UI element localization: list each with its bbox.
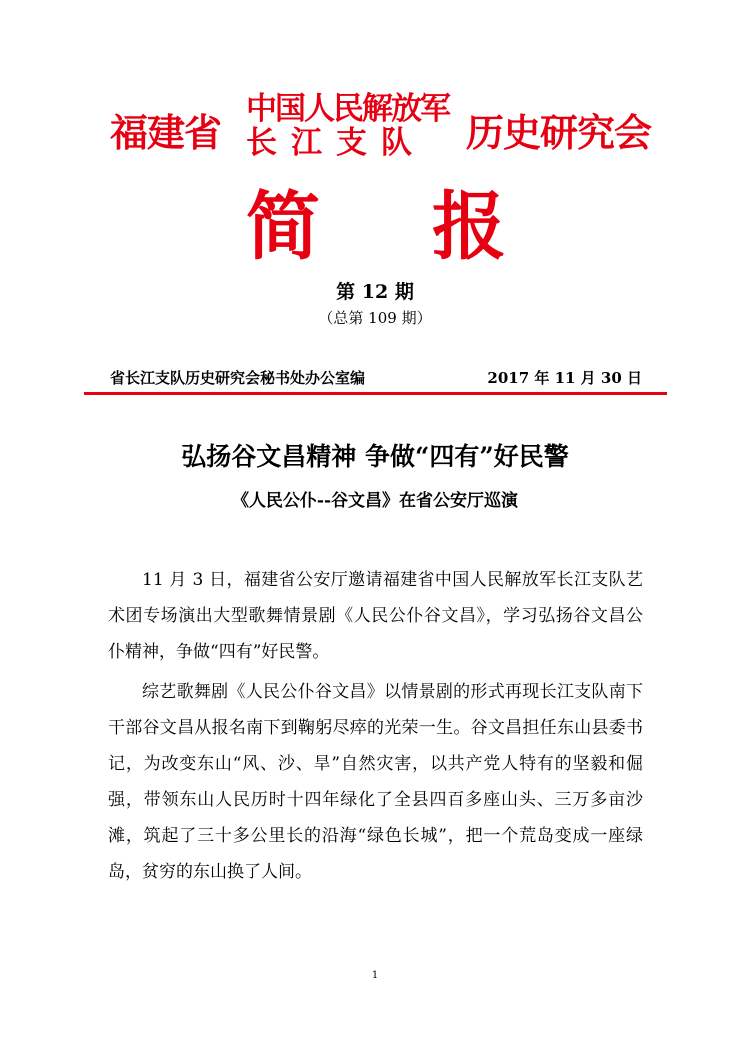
article-paragraph: 综艺歌舞剧《人民公仆谷文昌》以情景剧的形式再现长江支队南下干部谷文昌从报名南下到鞠躬尽瘁的光荣一生。谷文昌担任东山县委书记，为改变东山“风、沙、旱”自然灾害，以共产党人特有的坚毅和倔强，带领东山人民历时十四年绿化了全县四百多座山头、三万多亩沙滩，筑起了三十多公里长的沿海“绿色长城”，把一个荒岛变成一座绿岛，贫穷的东山换了人间。 <box>108 682 643 882</box>
publish-date: 2017 年 11 月 30 日 <box>487 369 642 387</box>
bulletin-title-char-2: 报 <box>432 184 506 270</box>
total-issue-number: （总第 109 期） <box>318 309 432 327</box>
editor-line: 省长江支队历史研究会秘书处办公室编 <box>110 369 366 387</box>
masthead-unit <box>246 92 458 160</box>
bulletin-title <box>0 168 750 270</box>
article-title: 弘扬谷文昌精神 争做“四有”好民警 <box>181 442 569 471</box>
header-divider <box>84 392 667 395</box>
page-number: 1 <box>371 970 379 981</box>
masthead-province: 福建省 <box>110 111 222 155</box>
bulletin-title-char-1: 简 <box>246 184 320 270</box>
article-body <box>108 562 643 894</box>
masthead-unit-line1: 中国人民解放军 <box>246 91 449 127</box>
masthead-org: 历史研究会 <box>466 111 652 155</box>
article-paragraph: 11 月 3 日，福建省公安厅邀请福建省中国人民解放军长江支队艺术团专场演出大型歌舞情景剧《人民公仆谷文昌》，学习弘扬谷文昌公仆精神，争做“四有”好民警。 <box>108 570 643 662</box>
article-subtitle: 《人民公仆--谷文昌》在省公安厅巡演 <box>231 491 519 511</box>
masthead-unit-line2: 长江支队 <box>246 125 426 161</box>
masthead <box>0 92 750 162</box>
issue-number: 第 12 期 <box>336 281 414 303</box>
